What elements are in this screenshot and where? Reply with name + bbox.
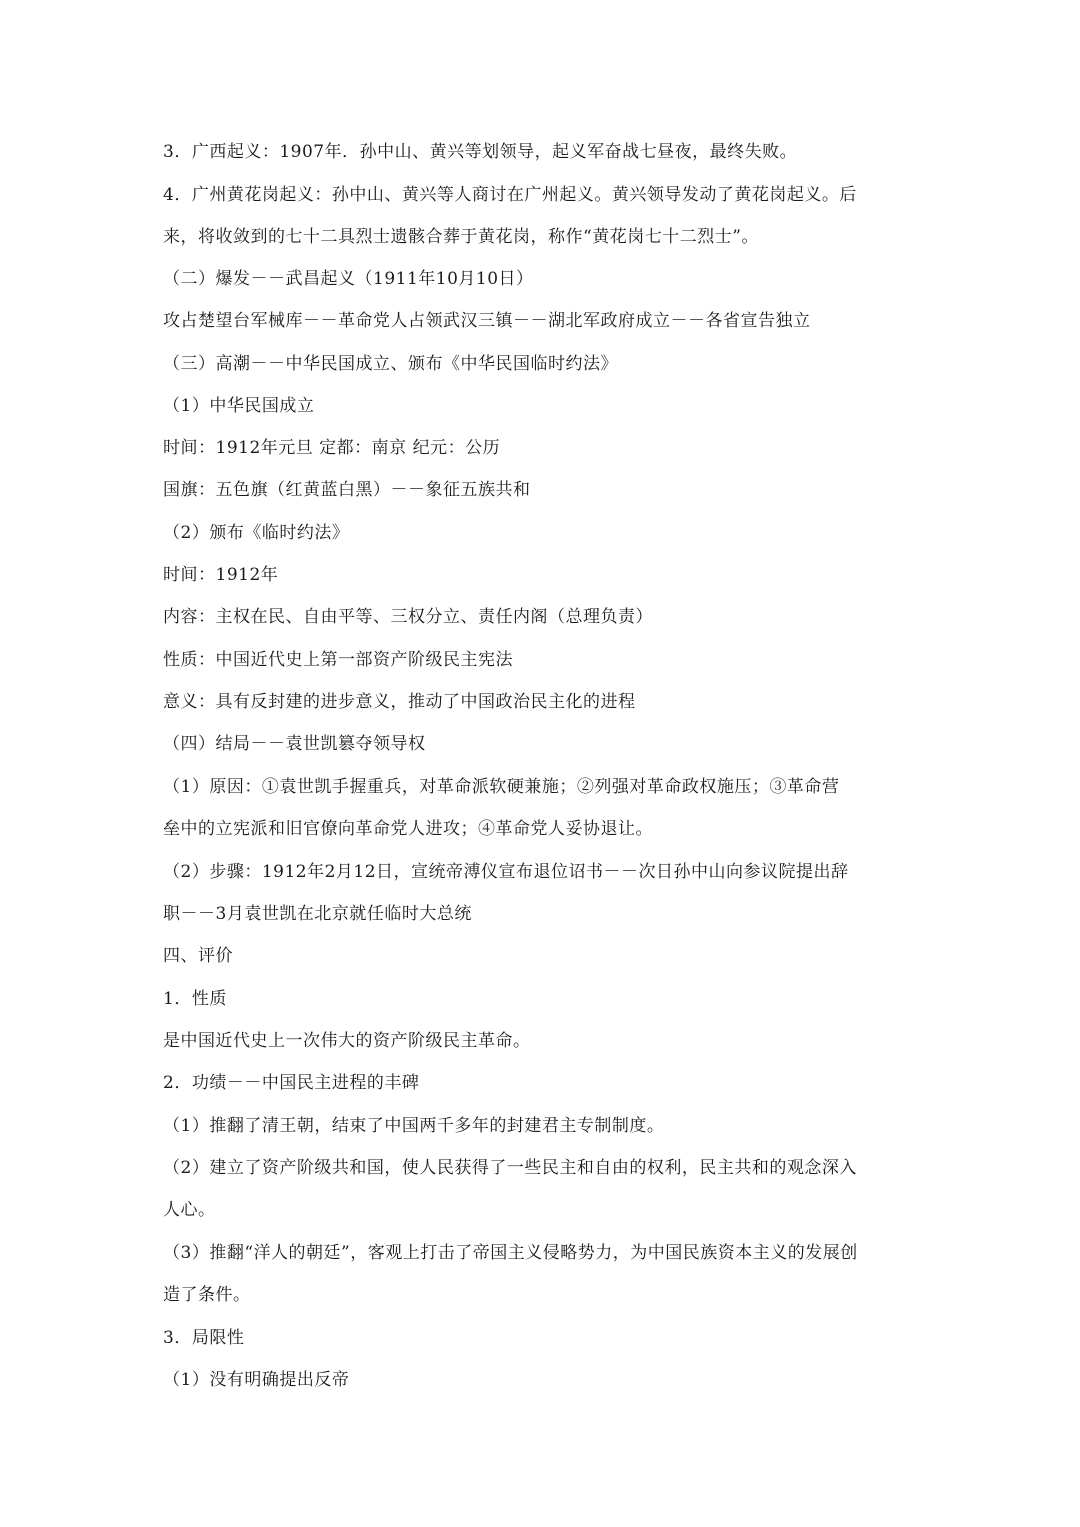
text-line: （2）步骤：1912年2月12日，宣统帝溥仪宣布退位诏书－－次日孙中山向参议院提出辞 bbox=[163, 862, 849, 882]
text-line: 人心。 bbox=[163, 1200, 216, 1220]
subsection-heading: 3．局限性 bbox=[163, 1328, 245, 1348]
text-line: 时间：1912年元旦 定都：南京 纪元：公历 bbox=[163, 438, 501, 458]
text-line: 意义：具有反封建的进步意义，推动了中国政治民主化的进程 bbox=[163, 692, 636, 712]
text-line: 时间：1912年 bbox=[163, 565, 279, 585]
text-line: （3）推翻“洋人的朝廷”，客观上打击了帝国主义侵略势力，为中国民族资本主义的发展创 bbox=[163, 1243, 858, 1263]
text-line: 来，将收敛到的七十二具烈士遗骸合葬于黄花岗，称作“黄花岗七十二烈士”。 bbox=[163, 227, 759, 247]
text-line: （1）推翻了清王朝，结束了中国两千多年的封建君主专制制度。 bbox=[163, 1116, 665, 1136]
subsection-heading: 2．功绩－－中国民主进程的丰碑 bbox=[163, 1073, 420, 1093]
text-line: 内容：主权在民、自由平等、三权分立、责任内阁（总理负责） bbox=[163, 607, 653, 627]
text-line: 国旗：五色旗（红黄蓝白黑）－－象征五族共和 bbox=[163, 480, 531, 500]
text-line: 造了条件。 bbox=[163, 1285, 251, 1305]
subsection-heading: （2）颁布《临时约法》 bbox=[163, 523, 350, 543]
text-line: 4．广州黄花岗起义：孙中山、黄兴等人商讨在广州起义。黄兴领导发动了黄花岗起义。后 bbox=[163, 185, 857, 205]
text-line: 是中国近代史上一次伟大的资产阶级民主革命。 bbox=[163, 1031, 531, 1051]
text-line: （1）没有明确提出反帝 bbox=[163, 1370, 350, 1390]
text-line: 性质：中国近代史上第一部资产阶级民主宪法 bbox=[163, 650, 513, 670]
text-line: 职－－3月袁世凯在北京就任临时大总统 bbox=[163, 904, 472, 924]
subsection-heading: 1．性质 bbox=[163, 989, 227, 1009]
subsection-heading: （1）中华民国成立 bbox=[163, 396, 315, 416]
text-line: 攻占楚望台军械库－－革命党人占领武汉三镇－－湖北军政府成立－－各省宣告独立 bbox=[163, 311, 811, 331]
chapter-heading: 四、评价 bbox=[163, 946, 233, 966]
section-heading: （四）结局－－袁世凯篡夺领导权 bbox=[163, 734, 426, 754]
text-line: 垒中的立宪派和旧官僚向革命党人进攻；④革命党人妥协退让。 bbox=[163, 819, 653, 839]
section-heading: （三）高潮－－中华民国成立、颁布《中华民国临时约法》 bbox=[163, 354, 618, 374]
text-line: （2）建立了资产阶级共和国，使人民获得了一些民主和自由的权利，民主共和的观念深入 bbox=[163, 1158, 857, 1178]
text-line: 3．广西起义：1907年．孙中山、黄兴等划领导，起义军奋战七昼夜，最终失败。 bbox=[163, 142, 798, 162]
section-heading: （二）爆发－－武昌起义（1911年10月10日） bbox=[163, 269, 534, 289]
text-line: （1）原因：①袁世凯手握重兵，对革命派软硬兼施；②列强对革命政权施压；③革命营 bbox=[163, 777, 840, 797]
